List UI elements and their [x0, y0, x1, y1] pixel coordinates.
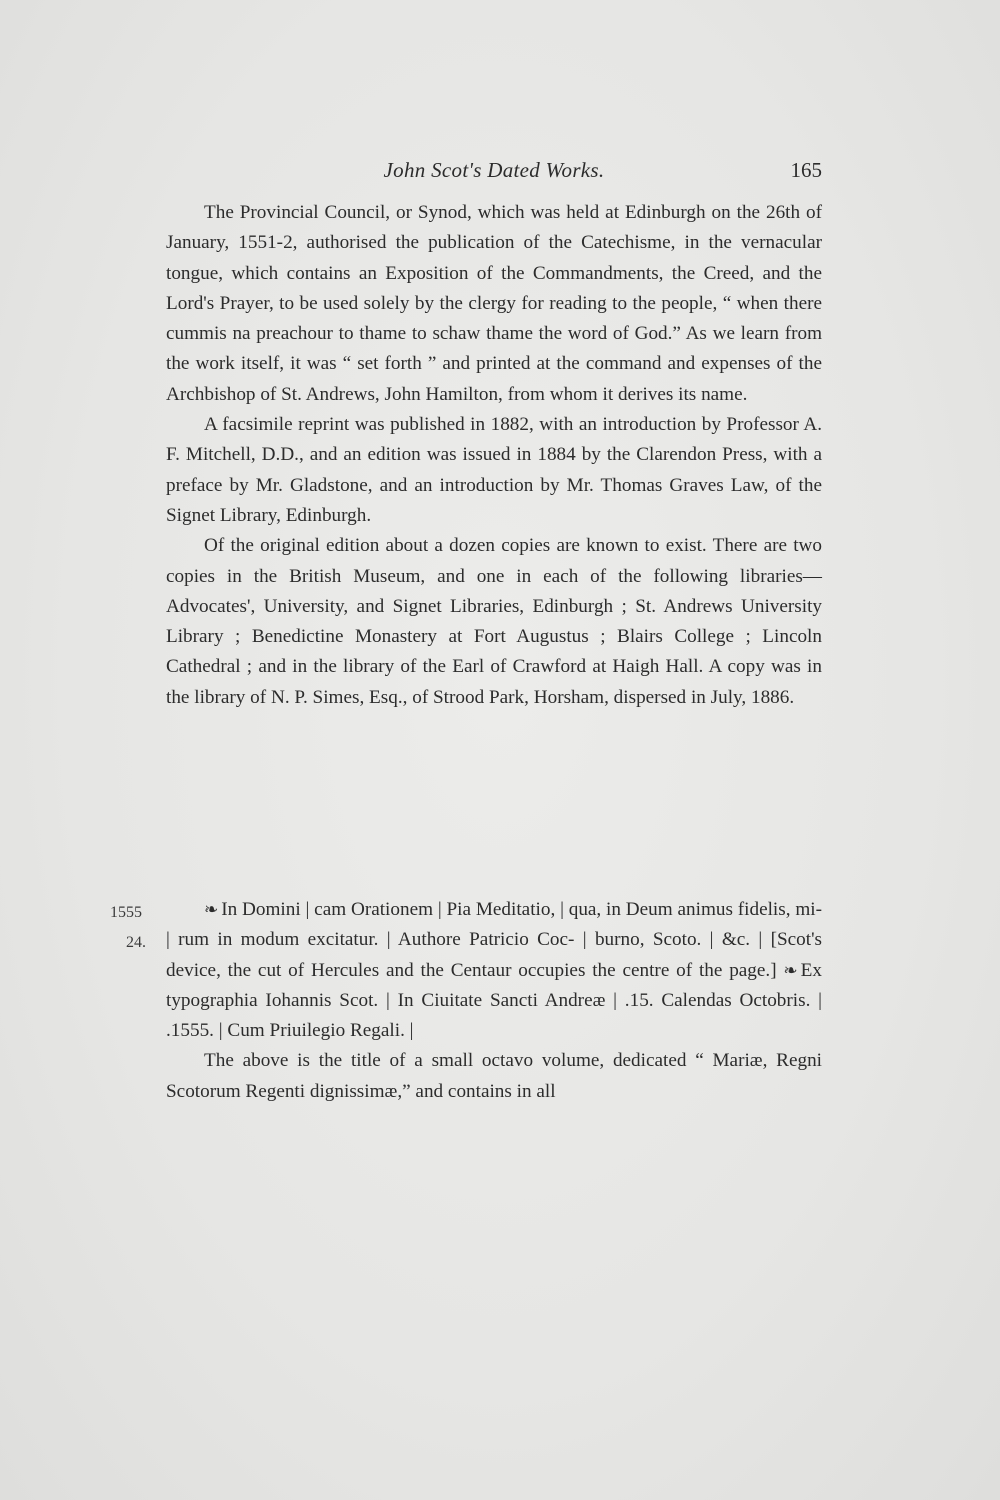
page-header — [166, 158, 822, 188]
page-number: 165 — [790, 158, 822, 182]
entry-title — [166, 895, 822, 1046]
bibliographic-entry — [166, 895, 822, 1107]
running-title: John Scot's Dated Works. — [383, 158, 605, 182]
margin-entry-number: 24. — [126, 934, 146, 951]
entry-description: The above is the title of a small octavo volume, dedicated “ Mariæ, Regni Scotorum Regenti dignissimæ,” and contains in all — [166, 1050, 822, 1102]
entry-title-part2: Ex typographia Iohannis Scot. | In Ciuitate Sancti Andreæ | .15. Calendas Octobris. | .1555. | Cum Priuilegio Regali. | — [166, 959, 822, 1042]
paragraph-synod: The Provincial Council, or Synod, which was held at Edinburgh on the 26th of January, 1551-2, authorised the publication of the Catechisme, in the vernacular tongue, which contains an Exposition of the Commandments, the Creed, and the Lord's Prayer, to be used solely by the clergy for reading to the people, “ when there cummis na preachour to thame to schaw thame the word of God.” As we learn from the work itself, it was “ set forth ” and printed at the command and expenses of the Archbishop of St. Andrews, John Hamilton, from whom it derives its name. — [166, 202, 822, 405]
fleuron-icon: ❧ — [204, 900, 218, 919]
fleuron-icon: ❧ — [783, 960, 797, 980]
margin-year: 1555 — [110, 904, 142, 921]
paragraph-copies: Of the original edition about a dozen copies are known to exist. There are two copies in the British Museum, and one in each of the following libraries—Advocates', University, and Signet Libraries, Edinburgh ; St. Andrews University Library ; Benedictine Monastery at Fort Augustus ; Blairs College ; Lincoln Cathedral ; and in the library of the Earl of Crawford at Haigh Hall. A copy was in the library of N. P. Simes, Esq., of Strood Park, Horsham, dispersed in July, 1886. — [166, 535, 822, 708]
paragraph-facsimile: A facsimile reprint was published in 1882, with an introduction by Professor A. F. Mitchell, D.D., and an edition was issued in 1884 by the Clarendon Press, with a preface by Mr. Gladstone, and an introduction by Mr. Thomas Graves Law, of the Signet Library, Edinburgh. — [166, 414, 822, 526]
body-text — [166, 198, 822, 713]
entry-title-part1: In Domini | cam Orationem | Pia Meditatio, | qua, in Deum animus fidelis, mi- | rum in modum excitatur. | Authore Patricio Coc- | burno, Scoto. | &c. | [Scot's device, the cut of Hercules and the Centaur occupies the centre of the page.] — [166, 899, 822, 981]
